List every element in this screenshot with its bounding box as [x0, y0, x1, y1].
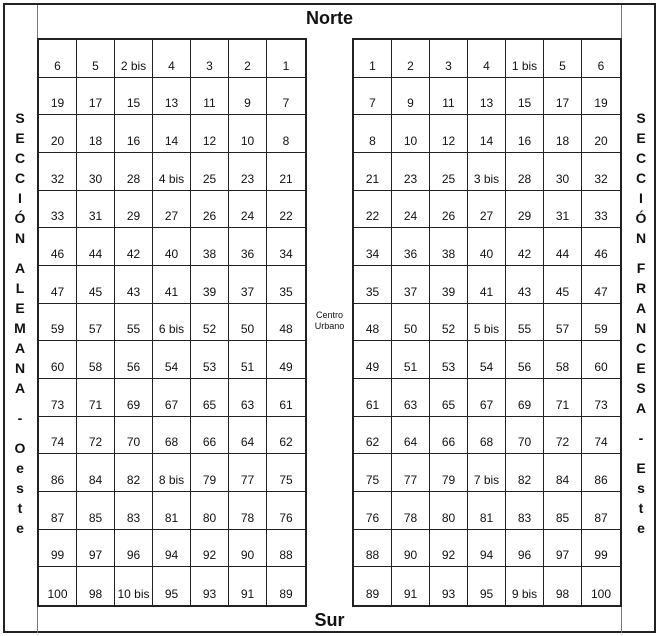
west-lot-cell: 32 — [39, 153, 77, 191]
east-lot-cell: 64 — [392, 417, 430, 455]
east-lot-cell: 63 — [392, 379, 430, 417]
east-lot-cell: 61 — [354, 379, 392, 417]
west-lot-cell: 84 — [77, 454, 115, 492]
west-lot-cell: 18 — [77, 115, 115, 153]
west-lot-cell: 30 — [77, 153, 115, 191]
east-lot-cell: 72 — [544, 417, 582, 455]
east-lot-cell: 99 — [582, 530, 620, 568]
east-lot-cell: 84 — [544, 454, 582, 492]
west-lot-cell: 51 — [229, 341, 267, 379]
east-lot-cell: 41 — [468, 266, 506, 304]
west-lot-cell: 71 — [77, 379, 115, 417]
west-lot-cell: 1 — [267, 40, 305, 78]
east-lot-cell: 79 — [430, 454, 468, 492]
east-lot-cell: 65 — [430, 379, 468, 417]
west-lot-cell: 57 — [77, 304, 115, 342]
east-lot-cell: 66 — [430, 417, 468, 455]
section-name-letter: N — [635, 320, 647, 336]
east-lot-cell: 88 — [354, 530, 392, 568]
section-direction-letter: s — [637, 480, 645, 496]
east-lot-cell: 42 — [506, 228, 544, 266]
east-lot-cell: 25 — [430, 153, 468, 191]
east-lot-cell: 55 — [506, 304, 544, 342]
west-lot-cell: 89 — [279, 587, 293, 601]
section-name-letter: L — [15, 280, 25, 296]
section-direction-letter: s — [16, 480, 24, 496]
west-lot-cell: 4 — [153, 40, 191, 78]
east-lot-cell: 33 — [582, 191, 620, 229]
east-lot-cell: 31 — [544, 191, 582, 229]
west-lot-cell: 52 — [191, 304, 229, 342]
east-lot-cell: 77 — [392, 454, 430, 492]
east-lot-cell: 3 — [430, 40, 468, 78]
west-lot-cell: 26 — [191, 191, 229, 229]
west-section-label — [12, 108, 28, 538]
section-title-letter: I — [18, 190, 22, 206]
west-lot-cell: 81 — [153, 492, 191, 530]
west-lot-cell: 61 — [267, 379, 305, 417]
west-lot-cell: 6 — [39, 40, 77, 78]
east-lot-cell: 23 — [392, 153, 430, 191]
east-lot-cell: 81 — [468, 492, 506, 530]
west-lot-cell: 100 — [39, 567, 77, 605]
west-lot-cell: 97 — [77, 530, 115, 568]
east-lot-cell: 89 — [354, 567, 392, 605]
east-lot-cell: 68 — [468, 417, 506, 455]
east-lot-cell: 28 — [506, 153, 544, 191]
west-lot-cell: 95 — [153, 567, 191, 605]
west-lot-cell: 34 — [267, 228, 305, 266]
east-lot-cell: 49 — [354, 341, 392, 379]
section-title-letter: Ó — [635, 210, 647, 226]
east-lot-cell: 2 — [392, 40, 430, 78]
west-lot-cell: 47 — [39, 266, 77, 304]
section-name-letter: S — [636, 380, 646, 396]
west-lot-cell: 29 — [115, 191, 153, 229]
section-direction-letter: O — [14, 440, 26, 456]
west-lot-cell: 36 — [229, 228, 267, 266]
west-lot-cell: 69 — [115, 379, 153, 417]
east-lot-cell: 24 — [392, 191, 430, 229]
west-lot-cell: 25 — [191, 153, 229, 191]
east-lot-cell: 3 bis — [468, 153, 506, 191]
west-lot-cell: 44 — [77, 228, 115, 266]
east-section-label — [633, 108, 649, 538]
west-lot-cell: 68 — [153, 417, 191, 455]
west-lot-cell: 99 — [39, 530, 77, 568]
west-lot-cell: 38 — [191, 228, 229, 266]
east-lot-cell: 14 — [468, 115, 506, 153]
section-name-letter: M — [14, 320, 26, 336]
west-lot-cell: 10 bis — [115, 567, 153, 605]
west-lot-cell: 50 — [229, 304, 267, 342]
section-name-letter: A — [635, 400, 647, 416]
west-lot-cell: 60 — [39, 341, 77, 379]
east-lot-cell: 87 — [582, 492, 620, 530]
east-lot-cell: 47 — [582, 266, 620, 304]
east-lot-cell: 85 — [544, 492, 582, 530]
east-lot-cell: 82 — [506, 454, 544, 492]
east-lot-cell: 37 — [392, 266, 430, 304]
east-lot-cell: 69 — [506, 379, 544, 417]
west-lot-cell: 35 — [267, 266, 305, 304]
west-lot-cell: 33 — [39, 191, 77, 229]
east-lot-cell: 40 — [468, 228, 506, 266]
west-lot-cell: 11 — [191, 78, 229, 116]
west-lot-cell: 75 — [267, 454, 305, 492]
east-lot-cell: 54 — [468, 341, 506, 379]
west-lot-cell: 98 — [77, 567, 115, 605]
west-lot-cell: 63 — [229, 379, 267, 417]
east-lot-cell: 7 — [354, 78, 392, 116]
east-lot-cell: 1 — [354, 40, 392, 78]
section-title-letter: C — [635, 170, 647, 186]
east-lot-cell: 22 — [354, 191, 392, 229]
east-lot-cell: 48 — [354, 304, 392, 342]
west-lot-cell: 82 — [115, 454, 153, 492]
west-lot-cell: 6 bis — [153, 304, 191, 342]
west-lot-cell: 62 — [267, 417, 305, 455]
east-lot-cell: 9 — [392, 78, 430, 116]
east-lot-cell: 29 — [506, 191, 544, 229]
west-lot-cell: 91 — [229, 567, 267, 605]
east-lot-cell: 100 — [590, 587, 612, 601]
east-lot-cell: 20 — [582, 115, 620, 153]
east-lot-cell: 15 — [506, 78, 544, 116]
west-lot-cell: 42 — [115, 228, 153, 266]
west-lot-cell: 5 — [77, 40, 115, 78]
east-lot-cell: 36 — [392, 228, 430, 266]
section-title-letter: I — [639, 190, 643, 206]
west-lot-cell: 19 — [39, 78, 77, 116]
east-lot-cell: 32 — [582, 153, 620, 191]
west-lot-grid — [37, 38, 307, 607]
east-lot-cell: 9 bis — [506, 567, 544, 605]
west-lot-cell: 40 — [153, 228, 191, 266]
east-lot-cell: 58 — [544, 341, 582, 379]
east-lot-cell: 18 — [544, 115, 582, 153]
east-lot-cell: 75 — [354, 454, 392, 492]
west-lot-cell: 13 — [153, 78, 191, 116]
section-direction-letter: e — [16, 520, 24, 536]
east-lot-cell: 13 — [468, 78, 506, 116]
west-lot-cell: 39 — [191, 266, 229, 304]
section-title-letter: C — [635, 150, 647, 166]
section-title-letter: E — [15, 130, 25, 146]
west-lot-cell: 43 — [115, 266, 153, 304]
east-lot-cell: 60 — [582, 341, 620, 379]
east-lot-cell: 91 — [392, 567, 430, 605]
west-lot-cell: 77 — [229, 454, 267, 492]
east-lot-cell: 35 — [354, 266, 392, 304]
east-lot-cell: 1 bis — [506, 40, 544, 78]
section-name-letter: R — [635, 280, 647, 296]
west-lot-cell: 48 — [267, 304, 305, 342]
west-lot-cell: 24 — [229, 191, 267, 229]
east-lot-cell: 34 — [354, 228, 392, 266]
west-lot-cell: 58 — [77, 341, 115, 379]
west-lot-cell: 17 — [77, 78, 115, 116]
east-lot-cell: 4 — [468, 40, 506, 78]
section-title-letter: E — [636, 130, 646, 146]
east-lot-cell: 8 — [354, 115, 392, 153]
east-lot-cell: 38 — [430, 228, 468, 266]
west-lot-cell: 65 — [191, 379, 229, 417]
section-direction-letter: t — [17, 500, 23, 516]
section-title-letter: N — [14, 230, 26, 246]
section-direction-letter: E — [636, 460, 646, 476]
west-lot-cell: 41 — [153, 266, 191, 304]
west-lot-cell: 2 bis — [115, 40, 153, 78]
east-lot-cell: 52 — [430, 304, 468, 342]
section-name-letter: N — [14, 360, 26, 376]
east-lot-grid — [352, 38, 622, 607]
east-lot-cell: 92 — [430, 530, 468, 568]
east-lot-cell: 86 — [582, 454, 620, 492]
west-lot-cell: 76 — [267, 492, 305, 530]
section-name-letter: C — [635, 340, 647, 356]
east-lot-cell: 26 — [430, 191, 468, 229]
east-lot-cell: 96 — [506, 530, 544, 568]
west-lot-cell: 56 — [115, 341, 153, 379]
west-lot-cell: 59 — [39, 304, 77, 342]
east-lot-cell: 10 — [392, 115, 430, 153]
section-direction-letter: e — [16, 460, 24, 476]
section-name-letter: A — [14, 260, 26, 276]
section-title-letter: S — [15, 110, 25, 126]
west-lot-cell: 92 — [191, 530, 229, 568]
west-lot-cell: 9 — [229, 78, 267, 116]
west-lot-cell: 55 — [115, 304, 153, 342]
east-lot-cell: 80 — [430, 492, 468, 530]
west-lot-cell: 12 — [191, 115, 229, 153]
west-lot-cell: 79 — [191, 454, 229, 492]
east-lot-cell: 70 — [506, 417, 544, 455]
east-lot-cell: 95 — [468, 567, 506, 605]
section-direction-letter: t — [638, 500, 644, 516]
east-lot-cell: 17 — [544, 78, 582, 116]
section-title-letter: C — [14, 170, 26, 186]
section-direction-letter: e — [637, 520, 645, 536]
section-name-letter: E — [636, 360, 646, 376]
section-name-letter: E — [15, 300, 25, 316]
west-lot-cell: 2 — [229, 40, 267, 78]
west-lot-cell: 53 — [191, 341, 229, 379]
east-lot-cell: 74 — [582, 417, 620, 455]
west-lot-cell: 80 — [191, 492, 229, 530]
west-lot-cell: 4 bis — [153, 153, 191, 191]
east-lot-cell: 30 — [544, 153, 582, 191]
east-lot-cell: 6 — [582, 40, 620, 78]
section-dash: - — [638, 430, 644, 446]
west-lot-cell: 87 — [39, 492, 77, 530]
west-lot-cell: 27 — [153, 191, 191, 229]
west-lot-cell: 72 — [77, 417, 115, 455]
west-lot-cell: 8 bis — [153, 454, 191, 492]
center-label: Centro Urbano — [314, 310, 345, 331]
east-lot-cell: 16 — [506, 115, 544, 153]
east-lot-cell: 83 — [506, 492, 544, 530]
east-lot-cell: 59 — [582, 304, 620, 342]
east-lot-cell: 51 — [392, 341, 430, 379]
west-lot-cell: 88 — [267, 530, 305, 568]
east-lot-cell: 78 — [392, 492, 430, 530]
east-lot-cell: 67 — [468, 379, 506, 417]
east-lot-cell: 56 — [506, 341, 544, 379]
east-lot-cell: 21 — [354, 153, 392, 191]
west-lot-cell: 45 — [77, 266, 115, 304]
north-label: Norte — [305, 8, 353, 28]
east-lot-cell: 76 — [354, 492, 392, 530]
west-lot-cell: 3 — [191, 40, 229, 78]
west-lot-cell: 93 — [191, 567, 229, 605]
west-lot-cell: 15 — [115, 78, 153, 116]
east-lot-cell: 5 bis — [468, 304, 506, 342]
east-lot-cell: 93 — [430, 567, 468, 605]
west-lot-cell: 67 — [153, 379, 191, 417]
section-title-letter: Ó — [14, 210, 26, 226]
south-label: Sur — [314, 610, 345, 630]
east-lot-cell: 7 bis — [468, 454, 506, 492]
east-lot-cell: 71 — [544, 379, 582, 417]
west-lot-cell: 94 — [153, 530, 191, 568]
west-lot-cell: 86 — [39, 454, 77, 492]
west-lot-cell: 20 — [39, 115, 77, 153]
west-lot-cell: 37 — [229, 266, 267, 304]
west-lot-cell: 46 — [39, 228, 77, 266]
east-lot-cell: 11 — [430, 78, 468, 116]
west-lot-cell: 10 — [229, 115, 267, 153]
east-lot-cell: 39 — [430, 266, 468, 304]
section-title-letter: S — [636, 110, 646, 126]
section-dash: - — [17, 410, 23, 426]
west-lot-cell: 78 — [229, 492, 267, 530]
west-lot-cell: 73 — [39, 379, 77, 417]
section-name-letter: A — [14, 380, 26, 396]
west-lot-cell: 66 — [191, 417, 229, 455]
east-lot-cell: 19 — [582, 78, 620, 116]
west-lot-cell: 70 — [115, 417, 153, 455]
west-lot-cell: 14 — [153, 115, 191, 153]
section-title-letter: C — [14, 150, 26, 166]
west-lot-cell: 83 — [115, 492, 153, 530]
west-lot-cell: 54 — [153, 341, 191, 379]
east-lot-cell: 97 — [544, 530, 582, 568]
east-lot-cell: 62 — [354, 417, 392, 455]
west-lot-cell: 22 — [267, 191, 305, 229]
east-lot-cell: 5 — [544, 40, 582, 78]
east-lot-cell: 90 — [392, 530, 430, 568]
section-title-letter: N — [635, 230, 647, 246]
east-lot-cell: 53 — [430, 341, 468, 379]
west-lot-cell: 90 — [229, 530, 267, 568]
east-lot-cell: 57 — [544, 304, 582, 342]
east-lot-cell: 43 — [506, 266, 544, 304]
west-lot-cell: 96 — [115, 530, 153, 568]
west-lot-cell: 31 — [77, 191, 115, 229]
section-name-letter: A — [635, 300, 647, 316]
west-lot-cell: 49 — [267, 341, 305, 379]
west-lot-cell: 7 — [267, 78, 305, 116]
east-lot-cell: 50 — [392, 304, 430, 342]
west-lot-cell: 8 — [267, 115, 305, 153]
west-lot-cell: 16 — [115, 115, 153, 153]
west-lot-cell: 64 — [229, 417, 267, 455]
east-lot-cell: 45 — [544, 266, 582, 304]
west-lot-cell: 74 — [39, 417, 77, 455]
west-lot-cell: 23 — [229, 153, 267, 191]
west-lot-cell: 21 — [267, 153, 305, 191]
east-lot-cell: 73 — [582, 379, 620, 417]
east-lot-cell: 46 — [582, 228, 620, 266]
west-lot-cell: 85 — [77, 492, 115, 530]
section-name-letter: A — [14, 340, 26, 356]
west-lot-cell: 28 — [115, 153, 153, 191]
section-name-letter: F — [636, 260, 646, 276]
east-lot-cell: 98 — [544, 567, 582, 605]
east-lot-cell: 27 — [468, 191, 506, 229]
east-lot-cell: 44 — [544, 228, 582, 266]
east-lot-cell: 12 — [430, 115, 468, 153]
east-lot-cell: 94 — [468, 530, 506, 568]
